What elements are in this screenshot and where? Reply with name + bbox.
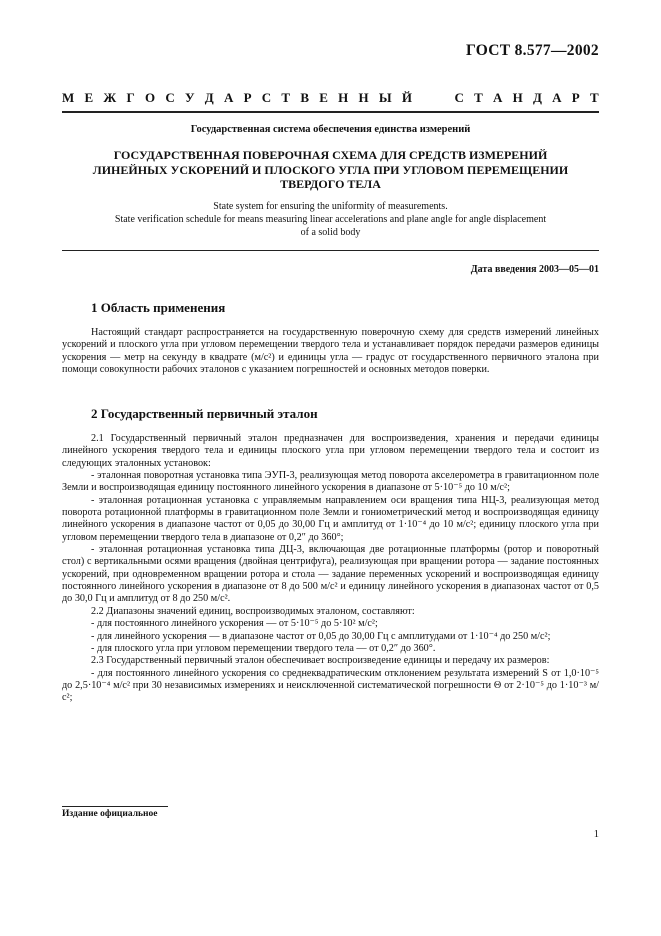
standard-type-banner — [62, 90, 599, 106]
banner-letter: А — [552, 90, 562, 105]
banner-letter: Т — [281, 90, 291, 105]
banner-letter: Д — [532, 90, 542, 105]
paragraph: 2.3 Государственный первичный эталон обеспечивает воспроизведение единицы и передачу их размеров: — [91, 655, 550, 667]
section-2-body — [62, 433, 599, 705]
title-rule — [62, 250, 599, 251]
footer-rule — [62, 806, 168, 807]
banner-letter: Р — [243, 90, 252, 105]
section-2-heading: 2 Государственный первичный эталон — [91, 406, 318, 421]
english-title-line: State verification schedule for means measuring linear accelerations and plane angle for angle displacement — [114, 214, 547, 225]
banner-letter: Т — [589, 90, 599, 105]
banner-letter: С — [165, 90, 175, 105]
banner-letter: А — [492, 90, 503, 105]
banner-letter: Ж — [103, 90, 117, 105]
section-1-heading: 1 Область применения — [91, 300, 226, 315]
list-item: - эталонная поворотная установка типа ЭУП-3, реализующая метод поворота акселерометра в гравитационном поле Земли и воспроизводящая единицу постоянного линейного ускорения в диапазоне от 5·10⁻⁵ до 10 м/с²; — [62, 470, 599, 494]
banner-word-gap — [422, 90, 444, 106]
paragraph: 2.2 Диапазоны значений единиц, воспроизводимых эталоном, составляют: — [91, 605, 415, 617]
document-title-line: ЛИНЕЙНЫХ УСКОРЕНИЙ И ПЛОСКОГО УГЛА ПРИ УГЛОВОМ ПЕРЕМЕЩЕНИИ — [92, 162, 569, 177]
banner-letter: Е — [84, 90, 94, 105]
banner-letter: Н — [358, 90, 369, 105]
banner-letter: Н — [512, 90, 523, 105]
document-title-line: ТВЕРДОГО ТЕЛА — [280, 177, 381, 191]
english-title-line: State system for ensuring the uniformity of measurements. — [213, 201, 448, 212]
list-item: - для линейного ускорения — в диапазоне частот от 0,05 до 30,00 Гц с амплитудами от 1·10⁻⁴ до 250 м/с²; — [91, 630, 551, 642]
banner-letter: А — [223, 90, 234, 105]
list-item: - для постоянного линейного ускорения со среднеквадратическим отклонением результата измерений S от 1,0·10⁻⁵ до 2,5·10⁻⁴ м/с² при 30 независимых измерениях и неисключенной систематической погрешности Θ от 2·10⁻⁵ до 1·10⁻³ м/с²; — [62, 667, 599, 704]
banner-letter: Р — [571, 90, 580, 105]
introduction-date: Дата введения 2003—05—01 — [470, 264, 599, 275]
banner-letter: О — [145, 90, 156, 105]
paragraph: Настоящий стандарт распространяется на государственную поверочную схему для средств измерений линейных ускорений и плоского угла при угловом перемещении твердого тела и устанавливает порядок передачи размеров единицы ускорения — метр на секунду в квадрате (м/с²) и единицы угла — градус от государственного первичного эталона при помощи совокупности рабочих эталонов с указанием погрешностей и основных методов поверки. — [62, 327, 599, 376]
document-title — [62, 148, 599, 192]
banner-letter: Д — [204, 90, 214, 105]
banner-letter: С — [261, 90, 272, 105]
list-item: - эталонная ротационная установка с управляемым направлением оси вращения типа НЦ-3, реализующая метод поворота ротационной платформы в гравитационном поле Земли и гониометрический метод и воспроизводящая единицу линейного ускорения в диапазоне частот от 0,05 до 30,00 Гц и амплитуд от 1·10⁻⁴ до 10 м/с²; единицу плоского угла при угловом перемещении твердого тела в диапазоне от 0,2″ до 360°; — [62, 494, 599, 543]
banner-letter: М — [62, 90, 75, 105]
english-title — [62, 200, 599, 239]
edition-label: Издание официальное — [62, 809, 158, 819]
header-rule — [62, 111, 599, 113]
banner-letter: Г — [126, 90, 135, 105]
banner-letter: С — [454, 90, 464, 105]
banner-letter: Н — [338, 90, 349, 105]
paragraph: 2.1 Государственный первичный эталон предназначен для воспроизведения, хранения и передачи единицы линейного ускорения твердого тела и единицы плоского угла при угловом перемещении твердого тела и состоит из следующих эталонных установок: — [62, 433, 599, 469]
list-item: - эталонная ротационная установка типа ДЦ-3, включающая две ротационные платформы (ротор и поворотный стол) с вертикальными осями вращения (двойная центрифуга), реализующая при вращении ротора — задание постоянных ускорений, при одновременном вращении ротора и стола — задание переменных ускорений и воспроизводящая единицу постоянного линейного ускорения в диапазоне от 8 до 500 м/с² и единицу линейного ускорения в диапазонах частот от 0,5 до 30,0 Гц и амплитуд от 8 до 250 м/с². — [62, 544, 599, 605]
system-title: Государственная система обеспечения единства измерений — [190, 124, 471, 135]
banner-letter: Е — [319, 90, 328, 105]
english-title-line: of a solid body — [300, 227, 361, 238]
section-1-body — [62, 327, 599, 376]
page-number: 1 — [593, 829, 599, 840]
banner-letter: Й — [401, 90, 412, 105]
standard-code: ГОСТ 8.577—2002 — [465, 42, 599, 59]
banner-letter: Т — [474, 90, 483, 105]
banner-letter: В — [300, 90, 309, 105]
list-item: - для постоянного линейного ускорения — от 5·10⁻⁵ до 5·10² м/с²; — [91, 618, 378, 630]
banner-letter: У — [185, 90, 195, 105]
list-item: - для плоского угла при угловом перемещении твердого тела — от 0,2″ до 360°. — [91, 642, 436, 654]
banner-letter: Ы — [378, 90, 392, 105]
document-title-line: ГОСУДАРСТВЕННАЯ ПОВЕРОЧНАЯ СХЕМА ДЛЯ СРЕДСТВ ИЗМЕРЕНИЙ — [113, 148, 548, 162]
